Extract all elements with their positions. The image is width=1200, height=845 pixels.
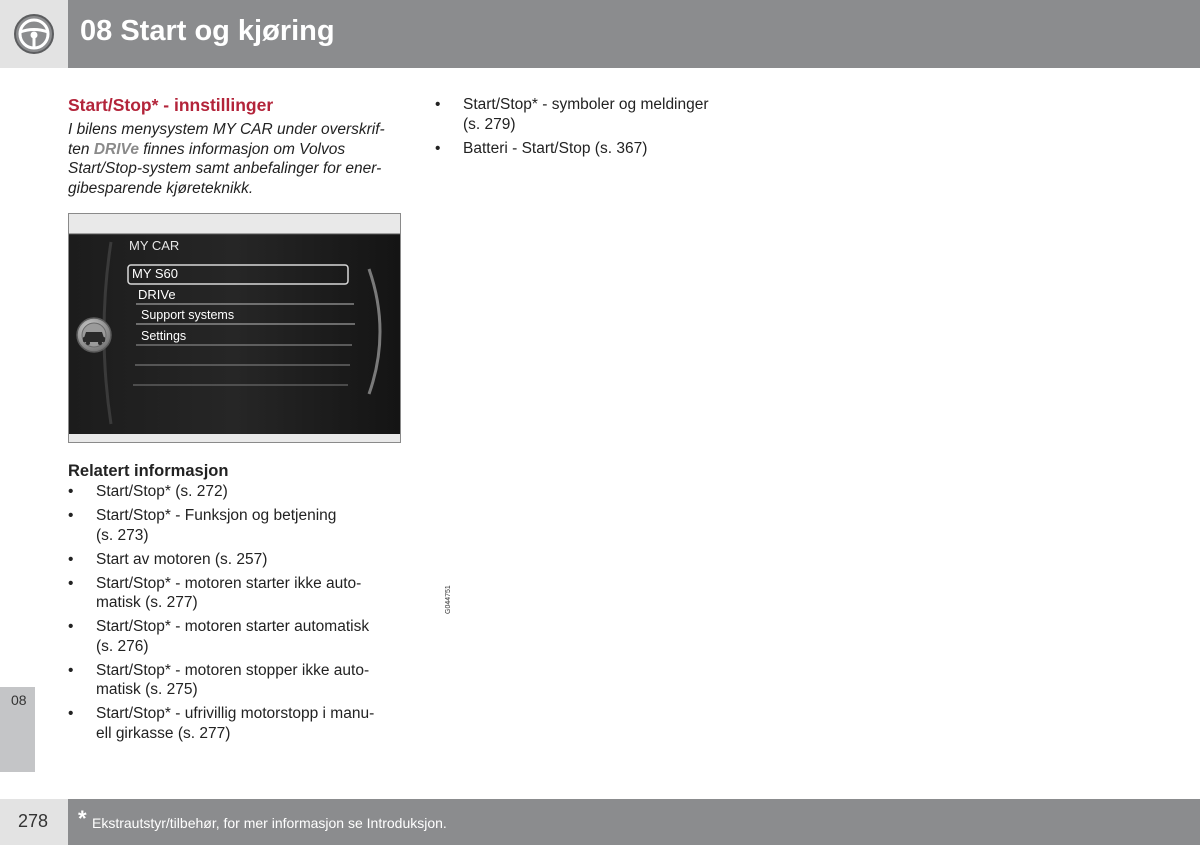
menu-selected-item: MY S60 — [132, 266, 179, 281]
list-item-text: ell girkasse (s. 277) — [96, 724, 231, 742]
list-item-text: Batteri - Start/Stop (s. 367) — [463, 139, 648, 157]
bullet: • — [68, 661, 74, 679]
intro-line: Start/Stop-system samt anbefalinger for ener- — [68, 160, 382, 177]
bullet: • — [68, 705, 74, 722]
bullet: • — [68, 618, 74, 635]
bullet: • — [68, 483, 74, 500]
list-item — [68, 550, 408, 570]
list-item-text: (s. 279) — [463, 115, 516, 133]
list-item-text: Start/Stop* - Funksjon og betjening — [96, 507, 337, 524]
footnote-text: Ekstrautstyr/tilbehør, for mer informasjon se Introduksjon. — [92, 815, 447, 831]
bullet: • — [68, 550, 74, 568]
intro-text-part: ten — [68, 140, 94, 158]
list-item — [68, 661, 408, 700]
intro-text-part: finnes informasjon om Volvos — [138, 140, 346, 158]
bullet: • — [435, 139, 441, 157]
intro-line: I bilens menysystem MY CAR under overskrif- — [68, 121, 385, 138]
list-item-text: Start av motoren (s. 257) — [96, 550, 268, 568]
drive-term: DRIVe — [93, 140, 139, 158]
list-item — [68, 704, 408, 743]
related-title: Relatert informasjon — [68, 462, 229, 480]
menu-item-settings: Settings — [141, 329, 187, 343]
list-item-text: Start/Stop* - motoren stopper ikke auto- — [96, 661, 370, 679]
list-item — [435, 95, 755, 134]
section-title: Start/Stop* - innstillinger — [68, 95, 274, 115]
image-code: G044751 — [445, 585, 452, 614]
bullet: • — [435, 96, 441, 113]
related-list-continued — [435, 95, 755, 163]
menu-item-support: Support systems — [141, 308, 235, 322]
footnote-star: * — [78, 806, 87, 831]
chapter-tab — [0, 687, 35, 772]
list-item-text: Start/Stop* - motoren starter automatisk — [96, 618, 370, 635]
bullet: • — [68, 507, 74, 524]
list-item — [68, 482, 408, 502]
list-item-text: Start/Stop* - symboler og meldinger — [463, 96, 709, 113]
intro-text — [68, 120, 408, 198]
list-item-text: (s. 273) — [96, 526, 149, 544]
steering-wheel-icon — [13, 13, 55, 55]
list-item — [68, 617, 408, 656]
list-item — [68, 574, 408, 613]
list-item-text: Start/Stop* - ufrivillig motorstopp i manu- — [96, 705, 375, 722]
list-item-text: matisk (s. 277) — [96, 594, 198, 611]
list-item — [435, 139, 755, 159]
list-item-text: Start/Stop* - motoren starter ikke auto- — [96, 574, 362, 592]
list-item — [68, 506, 408, 545]
list-item-text: (s. 276) — [96, 637, 149, 655]
menu-screen-graphic — [69, 214, 400, 442]
bullet: • — [68, 574, 74, 592]
list-item-text: Start/Stop* (s. 272) — [96, 483, 228, 500]
intro-line: gibesparende kjøreteknikk. — [68, 179, 254, 197]
menu-title: MY CAR — [129, 238, 180, 253]
page-title: 08 Start og kjøring — [80, 15, 335, 47]
list-item-text: matisk (s. 275) — [96, 681, 198, 698]
related-list — [68, 482, 408, 748]
intro-line — [68, 140, 408, 160]
menu-item-drive: DRIVe — [138, 287, 176, 302]
chapter-tab-label: 08 — [11, 692, 27, 708]
page-number: 278 — [18, 811, 49, 831]
